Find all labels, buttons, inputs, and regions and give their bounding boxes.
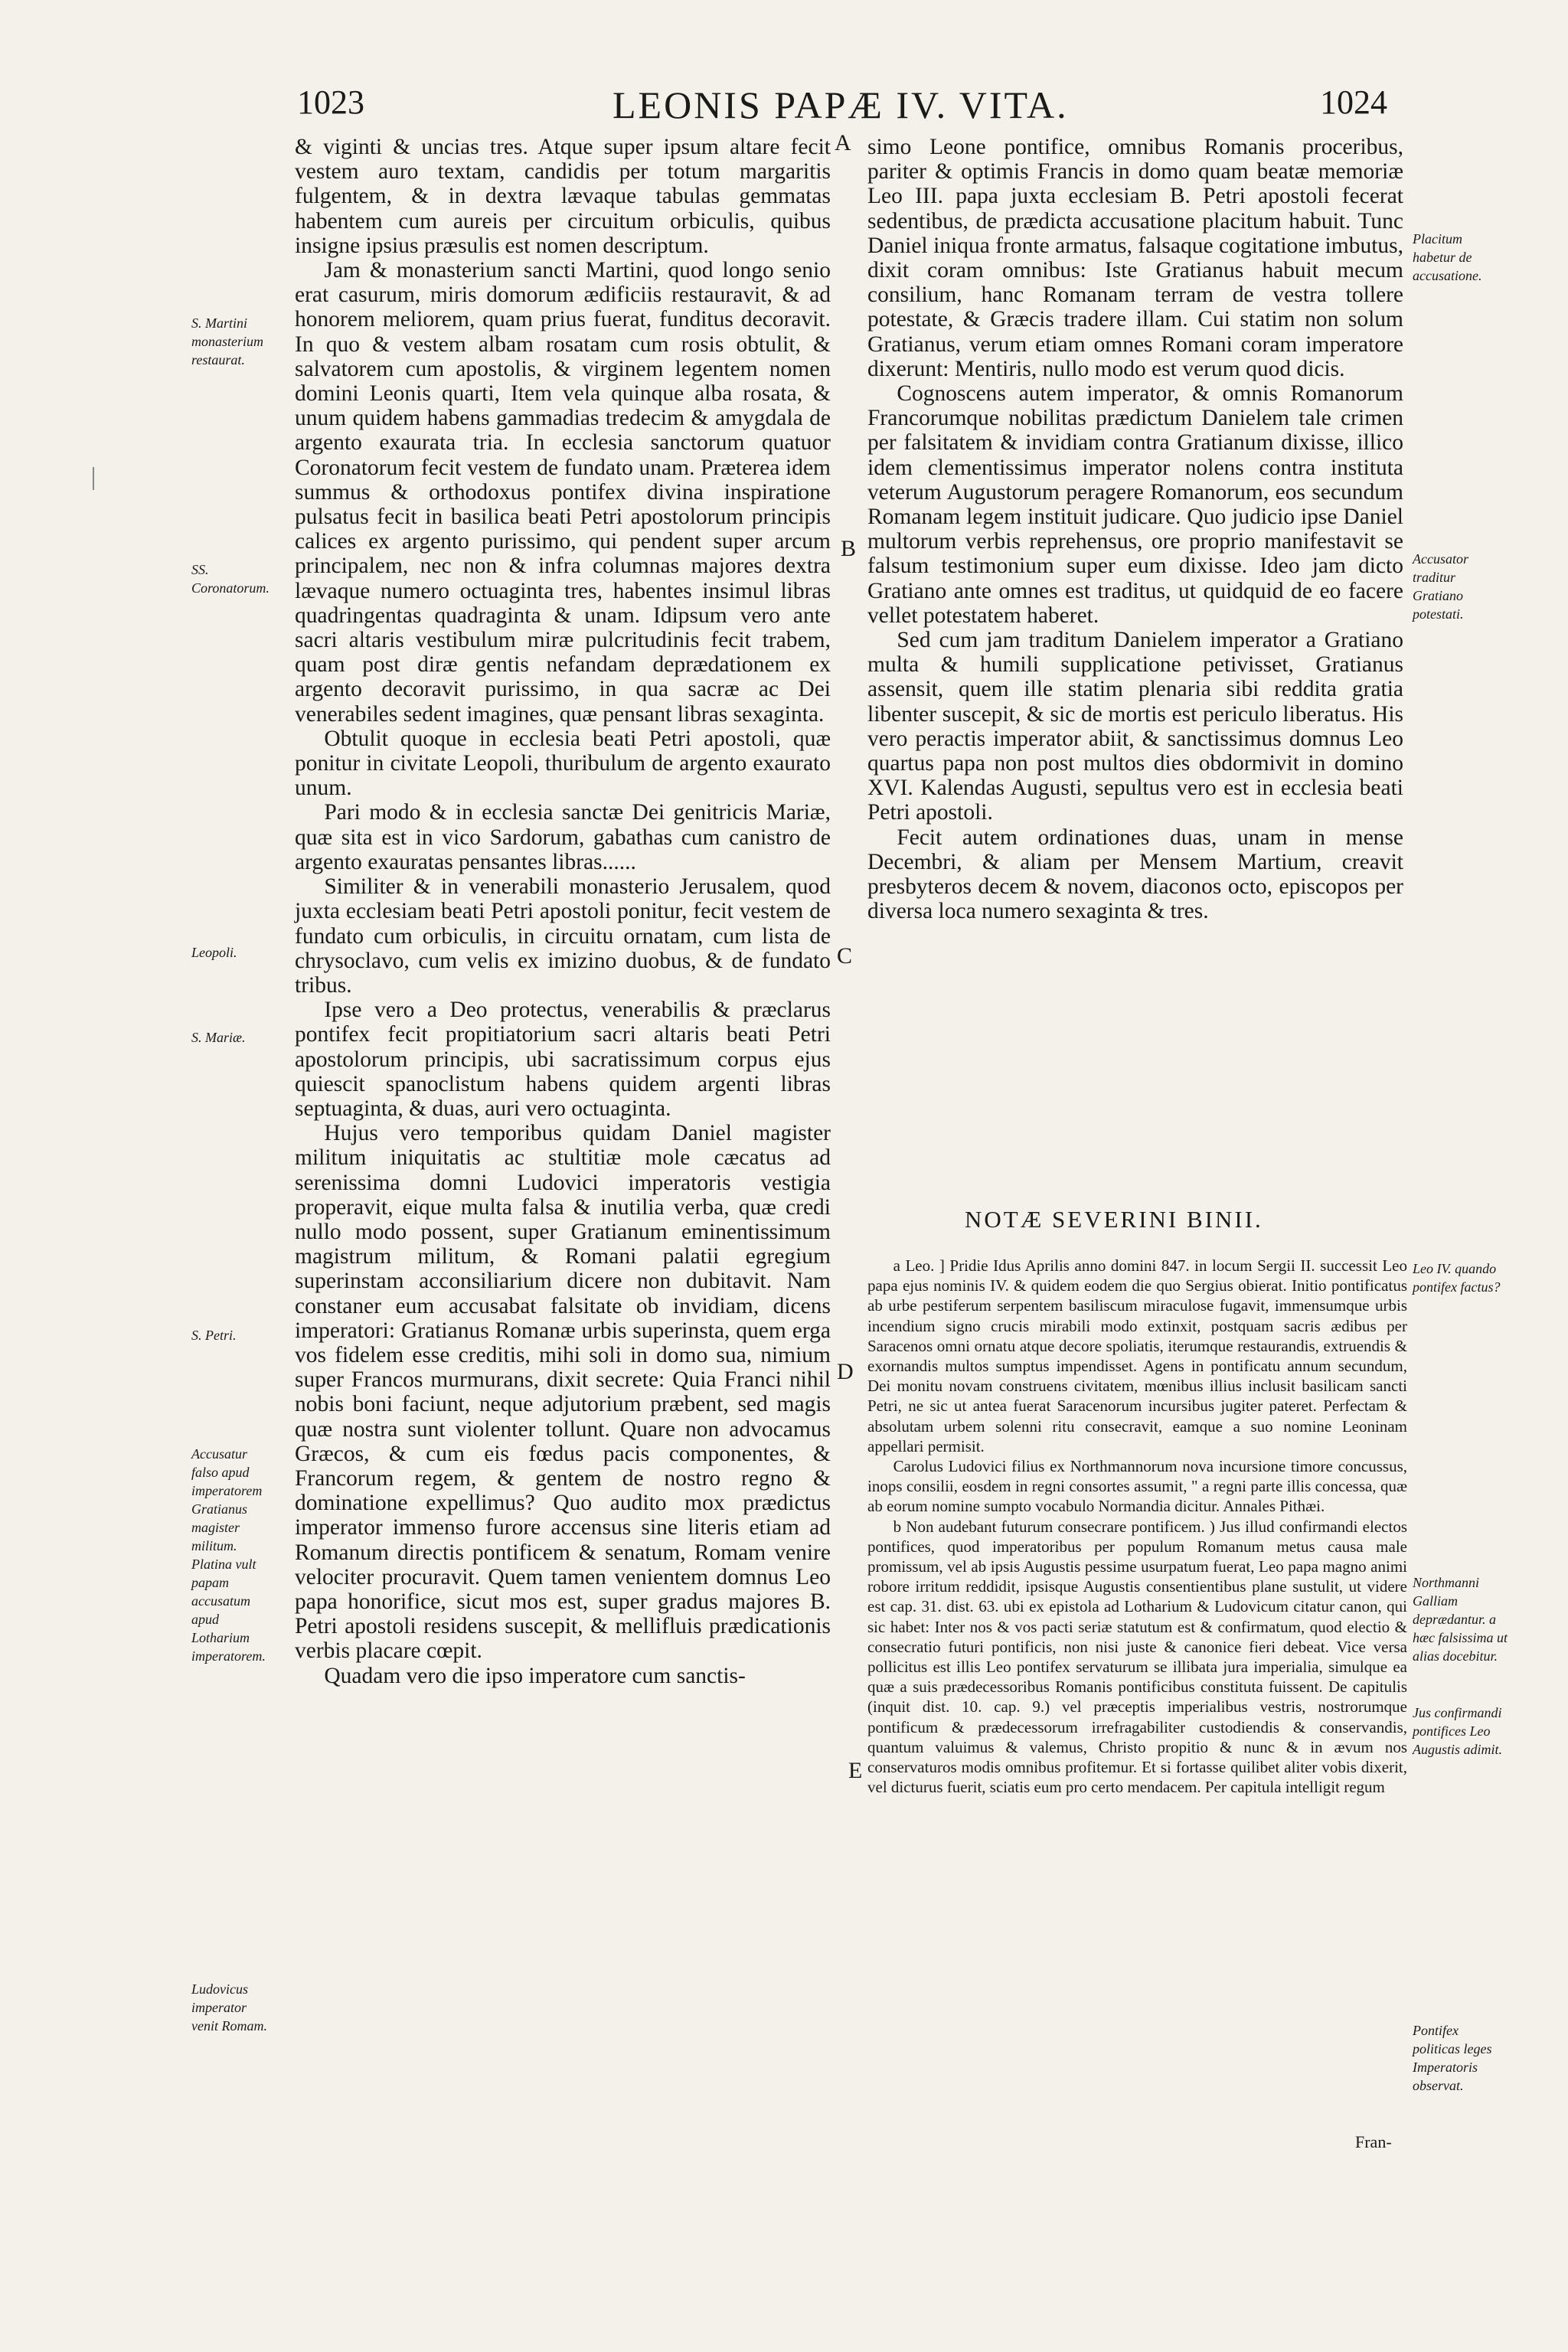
paragraph: Quadam vero die ipso imperatore cum sanctis-	[324, 1663, 746, 1688]
paragraph: & viginti & uncias tres. Atque super ipsum altare fecit vestem auro textam, candidis per totum margaritis fulgentem, & in dextra lævaque tabulas gemmatas habentem cum aureis per circuitum orbiculis, quibus insigne ipsius præsulis est nomen descriptum.	[295, 135, 831, 258]
paragraph: Ipse vero a Deo protectus, venerabilis & præclarus pontifex fecit propitiatorium sacri altaris beati Petri apostolorum principis, ubi sacratissimum corpus ejus quiescit spanoclistum habens quidem argenti libras septuaginta, & duas, auri vero octuaginta.	[295, 998, 831, 1121]
section-letter: E	[848, 1758, 863, 1783]
right-margin-note: Jus confirmandi pontifices Leo Augustis adimit.	[1413, 1705, 1503, 1757]
right-margin-note: Leo IV. quando pontifex factus?	[1413, 1261, 1501, 1295]
right-margin-note: Northmanni Galliam deprædantur. a hæc falsissima ut alias docebitur.	[1413, 1575, 1508, 1664]
page-header	[0, 83, 1568, 129]
note-paragraph: a Leo. ] Pridie Idus Aprilis anno domini 847. in locum Sergii II. successit Leo papa ejus nominis IV. & quidem eodem die quo Sergius obierat. Initio pontificatus ab urbe pestiferum serpentem basiliscum miraculose fugavit, immensumque urbis incendium signo crucis mirabili modo extinxit, postquam sacris ædibus per Saracenos omni ornatu atque decore spoliatis, iterumque restaurandis, extruendis & exornandis multos sumptus impendisset. Agens in pontificatu annum secundum, Dei monitu novam construens civitatem, mœnibus illius inclusit basilicam sancti Petri, ne sic ut antea fuerat Saracenorum incursibus jugiter pateret. Perfectam & absolutam urbem solenni ritu consecravit, eamque a suo nomine Leoninam appellari permisit.	[867, 1256, 1407, 1455]
right-margin-note: Placitum habetur de accusatione.	[1413, 231, 1482, 283]
catchword: Fran-	[1355, 2132, 1392, 2151]
left-margin-note: Accusatur falso apud imperatorem Gratianus magister militum. Platina vult papam accusatum apud Lotharium imperatorem.	[191, 1446, 266, 1664]
left-margin-note: Leopoli.	[191, 945, 237, 960]
right-column	[867, 135, 1403, 924]
page-number-right: 1024	[1320, 83, 1387, 121]
section-letter: A	[835, 130, 851, 155]
notes-block	[867, 1256, 1407, 1797]
section-letter: D	[837, 1359, 854, 1384]
note-paragraph: Carolus Ludovici filius ex Northmannorum nova incursione timore concussus, inops consilii, eosdem in regni consortes assumit, " a regni parte illis concessa, quæ ab eorum nomine sumpto vocabulo Normandia dicitur. Annales Pithæi.	[867, 1457, 1407, 1516]
paragraph: Sed cum jam traditum Danielem imperator a Gratiano multa & humili supplicatione petivisset, Gratianus assensit, quem ille statim plenaria sibi reddita gratia libenter suscepit, & sic de mortis est periculo liberatus. His vero peractis imperator abiit, & sanctissimus domnus Leo quartus papa non post multos dies obdormivit in domino XVI. Kalendas Augusti, sepultus vero est in ecclesia beati Petri apostoli.	[867, 628, 1403, 825]
paragraph: Hujus vero temporibus quidam Daniel magister militum iniquitatis ac stultitiæ mole cæcatus ad serenissima domni Ludovici imperatoris vestigia properavit, eique multa falsa & inutilia verba, quæ credi nullo modo possent, super Gratianum eminentissimum magistrum militum, & Romani palatii egregium superinstam acconsiliarium dicere non dubitavit. Nam constaner eum accusabat falsitate ob invidiam, dicens imperatori: Gratianus Romanæ urbis superinsta, quem erga vos fidelem esse creditis, mihi soli in domo sua, nimium super Francos murmurans, dixit secrete: Quia Franci nihil nobis boni faciunt, neque adjutorium præbent, sed magis quæ nostra sunt violenter tollunt. Quare non advocamus Græcos, & cum eis fœdus pacis componentes, & Francorum regem, & gentem de nostro regno & dominatione expellimus? Quo audito mox prædictus imperator immenso furore accensus sine literis etiam ad Romanum directis pontificem & senatum, Romam venire velociter procuravit. Quem tamen venientem domnus Leo papa honorifice, sicut mos est, super gradus majores B. Petri apostoli residens suscepit, & mellifluis prædicationis verbis placare cœpit.	[295, 1121, 831, 1664]
left-margin-note: SS. Coronatorum.	[191, 562, 270, 596]
left-margin-note: Ludovicus imperator venit Romam.	[191, 1981, 267, 2034]
paragraph: Cognoscens autem imperator, & omnis Romanorum Francorumque nobilitas prædictum Danielem tale crimen per falsitatem & invidiam contra Gratianum dixisse, illico idem clementissimus imperator nolens contra instituta veterum Augustorum peragere Romanorum, eos secundum Romanam legem instituit judicare. Quo judicio ipse Daniel multorum verbis reprehensus, ore proprio manifestavit se falsum testimonium super eum dixisse. Ideo jam dicto Gratiano ante omnes est traditus, ut quidquid de eo facere vellet potestatem haberet.	[867, 381, 1403, 628]
paragraph: simo Leone pontifice, omnibus Romanis proceribus, pariter & optimis Francis in domo quam beatæ memoriæ Leo III. papa juxta ecclesiam B. Petri apostoli fecerat sedentibus, de prædicta accusatione placitum habuit. Tunc Daniel iniqua fronte armatus, falsaque cogitatione imbutus, dixit coram omnibus: Iste Gratianus habuit mecum consilium, hanc Romanam terram de vestra tollere potestate, & Græcis tradere illam. Cui statim non solum Gratianus, verum etiam omnes Romani coram imperatore dixerunt: Mentiris, nullo modo est verum quod dicis.	[867, 135, 1403, 381]
margin-mark	[93, 467, 94, 490]
page-number-left: 1023	[297, 83, 364, 121]
section-letter: C	[837, 943, 853, 969]
left-margin-note: S. Mariæ.	[191, 1030, 246, 1045]
left-column	[295, 135, 831, 1688]
note-paragraph: b Non audebant futurum consecrare pontificem. ) Jus illud confirmandi electos pontifices, quod imperatoribus per populum Romanum metus causa male promissum, vel ab ipsis Augustis pessime usurpatum fuerat, Leo papa magno animi robore irritum reddidit, ipsisque Augustis consentientibus plane sustulit, ut videre est cap. 31. dist. 63. ubi ex epistola ad Lotharium & Ludovicum citatur canon, qui sic habet: Inter nos & vos pacti seriæ statutum est & confirmatum, quod electio & consecratio futuri pontificis, non nisi juste & canonice fieri debeat. Vice versa pollicitus est illis Leo pontifex servaturum se illibata jura imperialia, simulque ea quæ a suis prædecessoribus Romanis pontificibus constituta fuissent. De capitulis (inquit dist. 10. cap. 9.) vel præceptis imperialibus vestris, nostrorumque pontificum & prædecessorum irrefragabiliter custodiendis & conservandis, quantum valuimus & valemus, Christo propitio & nunc & in ævum nos conservaturos modis omnibus profitemur. Et si fortasse quilibet aliter vobis dixerit, vel dicturus fuerit, sciatis eum pro certo mendacem. Per capitula intelligit regum	[867, 1517, 1407, 1797]
paragraph: Fecit autem ordinationes duas, unam in mense Decembri, & aliam per Mensem Martium, creavit presbyteros decem & novem, diaconos octo, episcopos per diversa loca numero sexaginta & tres.	[867, 825, 1403, 924]
paragraph: Pari modo & in ecclesia sanctæ Dei genitricis Mariæ, quæ sita est in vico Sardorum, gabathas cum canistro de argento exauratas pensantes libras......	[295, 800, 831, 874]
paragraph: Obtulit quoque in ecclesia beati Petri apostoli, quæ ponitur in civitate Leopoli, thuribulum de argento exaurato unum.	[295, 726, 831, 801]
paragraph: Jam & monasterium sancti Martini, quod longo senio erat casurum, miris domorum ædificiis restauravit, & ad honorem meliorem, quam prius fuerat, funditus decoravit. In quo & vestem albam rosatam cum rosis obtulit, & salvatorem cum apostolis, & virginem legentem nomen domini Leonis quarti, Item vela quinque alba rosata, & unum quidem habens gammadias tredecim & amygdala de argento exaurata tria. In ecclesia sanctorum quatuor Coronatorum fecit vestem de fundato unam. Præterea idem summus & orthodoxus pontifex divina inspiratione pulsatus fecit in basilica beati Petri apostolorum principis calices ex argento purissimo, qui pendent super arcum principalem, nec non & infra columnas majores dextra lævaque numero octuaginta tres, habentes insimul libras quadringentas quadraginta & unam. Idipsum vero ante sacri altaris vestibulum miræ pulcritudinis fecit trabem, quam post diræ gentis nefandam deprædationem ex argento decoravit purissimo, in qua sacræ ac Dei venerabiles sedent imagines, quæ pensant libras sexaginta.	[295, 258, 831, 727]
left-margin-note: S. Martini monasterium restaurat.	[191, 315, 263, 368]
notes-heading: NOTÆ SEVERINI BINII.	[965, 1206, 1263, 1233]
right-margin-note: Pontifex politicas leges Imperatoris observat.	[1413, 2023, 1492, 2093]
left-margin-note: S. Petri.	[191, 1328, 237, 1343]
paragraph: Similiter & in venerabili monasterio Jerusalem, quod juxta ecclesiam beati Petri apostoli ponitur, fecit vestem de fundato cum orbiculis, in circuitu ornatam, cum lista de chrysoclavo, cum velis ex imizino duobus, & de fundato tribus.	[295, 874, 831, 998]
running-title: LEONIS PAPÆ IV. VITA.	[612, 83, 1069, 126]
right-margin-note: Accusator traditur Gratiano potestati.	[1413, 551, 1468, 622]
section-letter: B	[841, 536, 857, 561]
